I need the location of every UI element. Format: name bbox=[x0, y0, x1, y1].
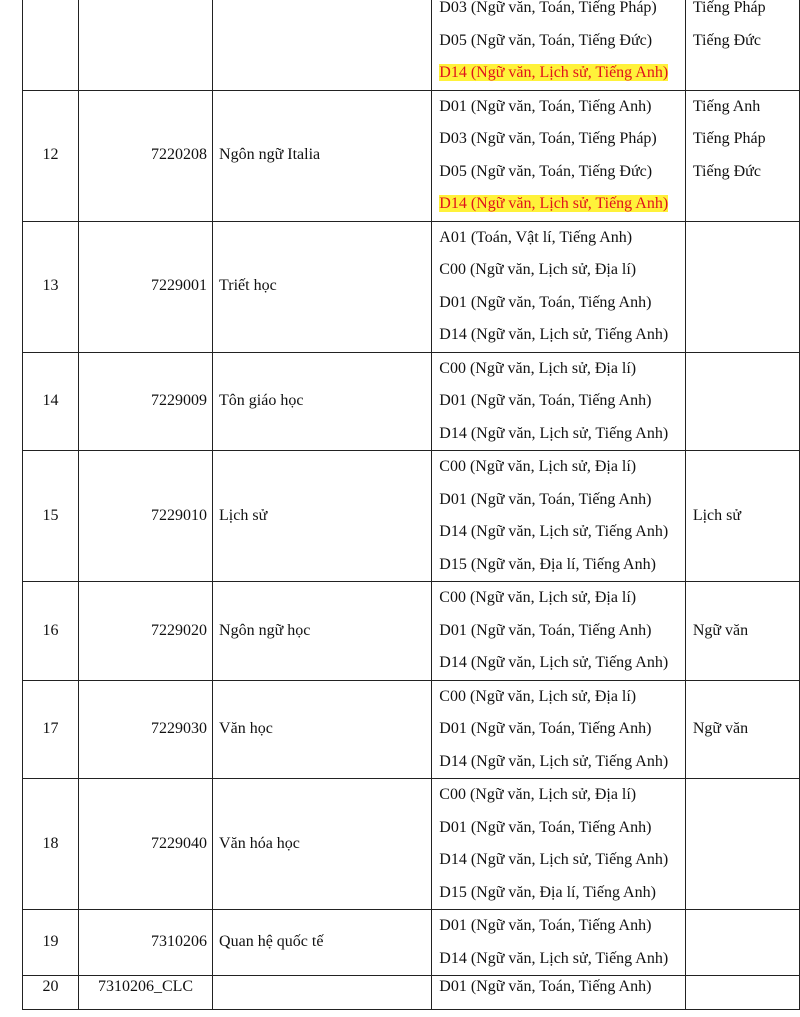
main-subject-text: Tiếng Đức bbox=[692, 162, 761, 180]
major-code-cell: 7229009 bbox=[79, 352, 213, 451]
main-subject-text: Lịch sử bbox=[692, 506, 742, 524]
exam-combination-line bbox=[439, 746, 685, 779]
combination-text: D14 (Ngữ văn, Lịch sử, Tiếng Anh) bbox=[439, 949, 669, 967]
exam-combination-line bbox=[439, 25, 685, 58]
exam-combination-line bbox=[439, 418, 685, 451]
row-number-cell: 14 bbox=[23, 352, 79, 451]
exam-combination-line bbox=[439, 812, 685, 845]
exam-combination-line bbox=[439, 681, 685, 714]
major-name-cell: Tôn giáo học bbox=[213, 352, 432, 451]
table-body bbox=[23, 0, 800, 1009]
major-code-cell: 7229020 bbox=[79, 582, 213, 681]
main-subject-cell bbox=[685, 221, 799, 352]
exam-combinations-cell bbox=[432, 976, 686, 1010]
combination-text: D01 (Ngữ văn, Toán, Tiếng Anh) bbox=[439, 97, 652, 115]
table-row bbox=[23, 680, 800, 779]
exam-combination-line bbox=[439, 779, 685, 812]
exam-combination-line bbox=[439, 943, 685, 976]
exam-combination-line bbox=[439, 287, 685, 320]
major-name-cell bbox=[213, 976, 432, 1010]
table-row bbox=[23, 910, 800, 976]
table-row bbox=[23, 221, 800, 352]
row-number-cell: 12 bbox=[23, 90, 79, 221]
main-subject-text: Tiếng Pháp bbox=[692, 0, 766, 16]
major-code-cell: 7229001 bbox=[79, 221, 213, 352]
combination-text: A01 (Toán, Vật lí, Tiếng Anh) bbox=[439, 228, 633, 246]
combination-text: D01 (Ngữ văn, Toán, Tiếng Anh) bbox=[439, 818, 652, 836]
exam-combination-line bbox=[439, 91, 685, 124]
exam-combination-line bbox=[439, 647, 685, 680]
combination-text: D01 (Ngữ văn, Toán, Tiếng Anh) bbox=[439, 490, 652, 508]
table-row bbox=[23, 779, 800, 910]
exam-combination-line bbox=[439, 516, 685, 549]
exam-combinations-cell bbox=[432, 910, 686, 976]
combination-text: C00 (Ngữ văn, Lịch sử, Địa lí) bbox=[439, 786, 637, 803]
main-subject-cell bbox=[685, 352, 799, 451]
main-subject-cell bbox=[685, 680, 799, 779]
main-subject-cell bbox=[685, 90, 799, 221]
major-name-cell: Lịch sử bbox=[213, 451, 432, 582]
combination-text: C00 (Ngữ văn, Lịch sử, Địa lí) bbox=[439, 589, 637, 606]
exam-combination-line bbox=[439, 844, 685, 877]
exam-combination-line bbox=[439, 713, 685, 746]
main-subject-cell bbox=[685, 779, 799, 910]
highlighted-combination-text: D14 (Ngữ văn, Lịch sử, Tiếng Anh) bbox=[439, 64, 669, 81]
exam-combination-line bbox=[439, 254, 685, 287]
combination-text: D01 (Ngữ văn, Toán, Tiếng Anh) bbox=[439, 720, 652, 737]
combination-text: D14 (Ngữ văn, Lịch sử, Tiếng Anh) bbox=[439, 851, 669, 868]
combination-text: D01 (Ngữ văn, Toán, Tiếng Anh) bbox=[439, 978, 652, 995]
major-name-cell bbox=[213, 0, 432, 90]
row-number-cell: 16 bbox=[23, 582, 79, 681]
row-number-cell: 20 bbox=[23, 976, 79, 1010]
major-name-cell: Triết học bbox=[213, 221, 432, 352]
table-row bbox=[23, 582, 800, 681]
combination-text: D01 (Ngữ văn, Toán, Tiếng Anh) bbox=[439, 392, 652, 409]
major-code-cell: 7229040 bbox=[79, 779, 213, 910]
table-row bbox=[23, 0, 800, 90]
exam-combinations-cell bbox=[432, 352, 686, 451]
exam-combinations-cell bbox=[432, 680, 686, 779]
main-subject-cell bbox=[685, 976, 799, 1010]
exam-combinations-cell bbox=[432, 0, 686, 90]
exam-combination-line bbox=[439, 57, 685, 90]
row-number-cell: 13 bbox=[23, 221, 79, 352]
row-number-cell: 17 bbox=[23, 680, 79, 779]
highlighted-combination-text: D14 (Ngữ văn, Lịch sử, Tiếng Anh) bbox=[439, 195, 669, 212]
exam-combination-line bbox=[439, 451, 685, 484]
major-name-cell: Văn học bbox=[213, 680, 432, 779]
exam-combination-line bbox=[439, 976, 685, 1009]
exam-combinations-cell bbox=[432, 90, 686, 221]
combination-text: C00 (Ngữ văn, Lịch sử, Địa lí) bbox=[439, 687, 637, 705]
exam-combination-line bbox=[439, 319, 685, 352]
combination-text: D15 (Ngữ văn, Địa lí, Tiếng Anh) bbox=[439, 555, 656, 573]
combination-text: D01 (Ngữ văn, Toán, Tiếng Anh) bbox=[439, 621, 652, 639]
major-name-cell: Văn hóa học bbox=[213, 779, 432, 910]
combination-text: D03 (Ngữ văn, Toán, Tiếng Pháp) bbox=[439, 130, 657, 147]
major-code-cell: 7220208 bbox=[79, 90, 213, 221]
combination-text: D05 (Ngữ văn, Toán, Tiếng Đức) bbox=[439, 31, 653, 49]
major-name-cell: Quan hệ quốc tế bbox=[213, 910, 432, 976]
table-row bbox=[23, 451, 800, 582]
combination-text: D01 (Ngữ văn, Toán, Tiếng Anh) bbox=[439, 293, 652, 311]
table-row bbox=[23, 976, 800, 1010]
exam-combination-line bbox=[439, 877, 685, 910]
exam-combination-line bbox=[439, 385, 685, 418]
main-subject-text: Ngữ văn bbox=[692, 720, 749, 737]
exam-combination-line bbox=[439, 222, 685, 255]
exam-combinations-cell bbox=[432, 779, 686, 910]
admissions-table bbox=[22, 0, 800, 1010]
main-subject-cell bbox=[685, 451, 799, 582]
row-number-cell: 18 bbox=[23, 779, 79, 910]
exam-combination-line bbox=[439, 123, 685, 156]
exam-combinations-cell bbox=[432, 582, 686, 681]
main-subject-text: Tiếng Pháp bbox=[692, 130, 766, 147]
main-subject-cell bbox=[685, 910, 799, 976]
combination-text: D05 (Ngữ văn, Toán, Tiếng Đức) bbox=[439, 162, 653, 180]
major-code-cell: 7310206_CLC bbox=[79, 976, 213, 1010]
main-subject-cell bbox=[685, 582, 799, 681]
exam-combination-line bbox=[439, 549, 685, 582]
exam-combination-line bbox=[439, 910, 685, 943]
exam-combination-line bbox=[439, 615, 685, 648]
major-name-cell: Ngôn ngữ học bbox=[213, 582, 432, 681]
combination-text: D15 (Ngữ văn, Địa lí, Tiếng Anh) bbox=[439, 883, 656, 901]
exam-combination-line bbox=[439, 188, 685, 221]
combination-text: D03 (Ngữ văn, Toán, Tiếng Pháp) bbox=[439, 0, 657, 16]
exam-combination-line bbox=[439, 353, 685, 386]
major-code-cell bbox=[79, 0, 213, 90]
main-subject-text: Tiếng Đức bbox=[692, 31, 761, 49]
combination-text: D01 (Ngữ văn, Toán, Tiếng Anh) bbox=[439, 917, 652, 934]
main-subject-text: Tiếng Anh bbox=[692, 97, 761, 115]
exam-combination-line bbox=[439, 0, 685, 25]
combination-text: D14 (Ngữ văn, Lịch sử, Tiếng Anh) bbox=[439, 523, 669, 540]
row-number-cell: 19 bbox=[23, 910, 79, 976]
row-number-cell bbox=[23, 0, 79, 90]
major-name-cell: Ngôn ngữ Italia bbox=[213, 90, 432, 221]
combination-text: D14 (Ngữ văn, Lịch sử, Tiếng Anh) bbox=[439, 752, 669, 770]
row-number-cell: 15 bbox=[23, 451, 79, 582]
table-row bbox=[23, 90, 800, 221]
major-code-cell: 7229030 bbox=[79, 680, 213, 779]
exam-combinations-cell bbox=[432, 221, 686, 352]
combination-text: C00 (Ngữ văn, Lịch sử, Địa lí) bbox=[439, 261, 637, 278]
exam-combination-line bbox=[439, 582, 685, 615]
major-code-cell: 7229010 bbox=[79, 451, 213, 582]
combination-text: C00 (Ngữ văn, Lịch sử, Địa lí) bbox=[439, 359, 637, 377]
major-code-cell: 7310206 bbox=[79, 910, 213, 976]
table-row bbox=[23, 352, 800, 451]
combination-text: C00 (Ngữ văn, Lịch sử, Địa lí) bbox=[439, 458, 637, 475]
combination-text: D14 (Ngữ văn, Lịch sử, Tiếng Anh) bbox=[439, 424, 669, 442]
exam-combinations-cell bbox=[432, 451, 686, 582]
combination-text: D14 (Ngữ văn, Lịch sử, Tiếng Anh) bbox=[439, 326, 669, 343]
main-subject-cell bbox=[685, 0, 799, 90]
main-subject-text: Ngữ văn bbox=[692, 621, 749, 639]
exam-combination-line bbox=[439, 156, 685, 189]
exam-combination-line bbox=[439, 484, 685, 517]
combination-text: D14 (Ngữ văn, Lịch sử, Tiếng Anh) bbox=[439, 654, 669, 671]
